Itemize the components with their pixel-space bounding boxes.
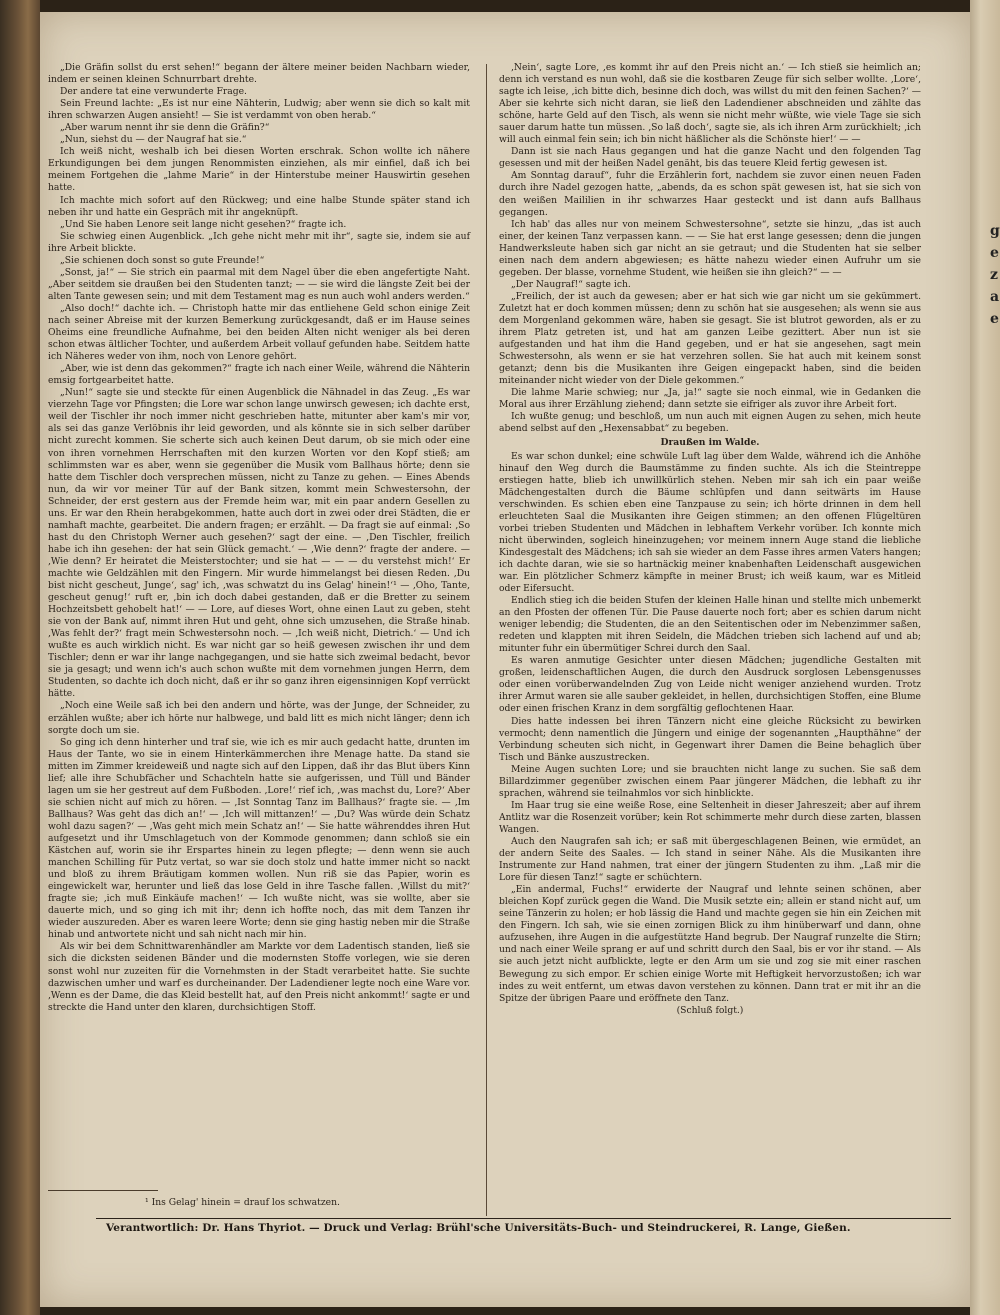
paragraph: ‚Nein‘, sagte Lore, ‚es kommt ihr auf den Preis nicht an.‘ — Ich stieß sie heimlich an; denn ich verstand es nun wohl, daß sie die kostbaren Zeuge für sich selber wollte. ‚Lore‘, sagte ich leise, ‚ich bitte dich, besinne dich doch, was willst du mit den feinen Sachen?‘ — Aber sie kehrte sich nicht daran, sie ließ den Ladendiener abschneiden und zählte das schöne, harte Geld auf den Tisch, als wenn sie nicht mehr wüßte, wie viele Tage sie sich sauer darum hatte tun müssen. ‚So laß doch‘, sagte sie, als ich ihren Arm zurückhielt; ‚ich will auch einmal fein sein; ich bin nicht häßlicher als die Schönste hier!‘ — — xyxy=(499,62,921,146)
paragraph: „Sie schienen doch sonst so gute Freunde!“ xyxy=(60,254,265,266)
paragraph: Sie schwieg einen Augenblick. „Ich gehe nicht mehr mit ihr“, sagte sie, indem sie auf ihre Arbeit blickte. xyxy=(48,230,470,254)
right-column xyxy=(499,62,921,1017)
paragraph: „Die Gräfin sollst du erst sehen!“ begann der ältere meiner beiden Nachbarn wieder, indem er seinen kleinen Schnurrbart drehte. xyxy=(48,62,470,86)
paragraph: „Ein andermal, Fuchs!“ erwiderte der Naugraf und lehnte seinen schönen, aber bleichen Kopf zurück gegen die Wand. Die Musik setzte ein; allein er stand nicht auf, um seine Tänzerin zu holen; er hob lässig die Hand und machte gegen sie hin ein Zeichen mit den Fingern. Ich sah, wie sie einen zornigen Blick zu ihm hinüberwarf und dann, ohne aufzusehen, ihre Augen in die aufgestützte Hand begrub. Der Naugraf runzelte die Stirn; und nach einer Weile sprang er auf und schritt durch den Saal, bis er vor ihr stand. — Als sie auch jetzt nicht aufblickte, legte er den Arm um sie und zog sie mit einer raschen Bewegung zu sich empor. Er schien einige Worte mit Heftigkeit hervorzustoßen; ich war indes zu weit entfernt, um etwas davon verstehen zu können. Dann trat er mit ihr an die Spitze der übrigen Paare und eröffnete den Tanz. xyxy=(499,884,921,1004)
imprint-line: Verantwortlich: Dr. Hans Thyriot. — Druck und Verlag: Brühl'sche Universitäts-Buch- und Steindruckerei, R. Lange, Gießen. xyxy=(106,1222,851,1234)
column-divider xyxy=(486,64,487,1216)
paragraph: Im Haar trug sie eine weiße Rose, eine Seltenheit in dieser Jahreszeit; aber auf ihrem Antlitz war die Rosenzeit vorüber; kein Rot schimmerte mehr durch diese zarten, blassen Wangen. xyxy=(499,799,921,835)
paragraph: „Aber warum nennt ihr sie denn die Gräfin?“ xyxy=(60,122,270,134)
footnote-rule xyxy=(48,1190,158,1191)
paragraph: „Noch eine Weile saß ich bei den andern und hörte, was der Junge, der Schneider, zu erzählen wußte; aber ich hörte nur halbwege, und bald litt es mich nicht länger; denn ich sorgte doch um sie. xyxy=(48,700,470,736)
to-be-continued: (Schluß folgt.) xyxy=(676,1004,744,1016)
paragraph: „Nun!“ sagte sie und steckte für einen Augenblick die Nähnadel in das Zeug. „Es war vierzehn Tage vor Pfingsten; die Lore war schon lange unwirsch gewesen; ich dachte erst, weil der Tischler ihr noch immer nicht geschrieben hatte, mitunter aber kam's mir vor, als sei das ganze Verlöbnis ihr leid geworden, und als könnte sie in sich selber darüber nicht zurecht kommen. Sie scherte sich auch keinen Deut darum, ob sie mich oder eine von ihren vornehmen Herrschaften mit den kurzen Worten vor den Kopf stieß; am schlimmsten war es aber, wenn sie gegenüber die Musik vom Ballhaus hörte; denn sie hatte dem Tischler doch versprechen müssen, nicht zu Tanze zu gehen. — Eines Abends nun, da wir vor meiner Tür auf der Bank sitzen, kommt mein Schwestersohn, der Schneider, der erst gestern aus der Fremde heim war, mit ein paar andern Gesellen zu uns. Er war den Rhein herabgekommen, hatte auch dort in zwei oder drei Städten, die er namhaft machte, gearbeitet. Die andern fragen; er erzählt. — Da fragt sie auf einmal: ‚So hast du den Christoph Werner auch gesehen?‘ sagt der eine. — ‚Den Tischler, freilich habe ich ihn gesehen: der hat sein Glück gemacht.‘ — ‚Wie denn?‘ fragte der andere. — ‚Wie denn? Er heiratet die Meisterstochter; und sie hat — — — du verstehst mich!‘ Er machte wie Geldzählen mit den Fingern. Mir wurde himmelangst bei diesen Reden. ‚Du bist nicht gescheut, Junge‘, sag' ich, ‚was schwatzt du ins Gelag' hinein!‘¹ — ‚Oho, Tante, gescheut genug!‘ ruft er, ‚bin ich doch dabei gestanden, daß er die Bretter zu seinem Hochzeitsbett gehobelt hat!‘ — — Lore, auf dieses Wort, ohne einen Laut zu geben, steht sie von der Bank auf, nimmt ihren Hut und geht, ohne sich umzusehen, die Straße hinab. ‚Was fehlt der?‘ fragt mein Schwestersohn noch. — ‚Ich weiß nicht, Dietrich.‘ — Und ich wußte es auch wirklich nicht. Es war nicht gar so heiß gewesen zwischen ihr und dem Tischler; denn er war ihr lange nachgegangen, und sie hatte sich zweimal bedacht, bevor sie ja gesagt; und wenn ich's auch schon wußte mit dem vornehmen jungen Herrn, dem Studenten, so dachte ich doch nicht, daß er ihr so ganz ihren eigensinnigen Kopf verrückt hätte. xyxy=(48,387,470,700)
paragraph: Am Sonntag darauf“, fuhr die Erzählerin fort, nachdem sie zuvor einen neuen Faden durch ihre Nadel gezogen hatte, „abends, da es schon spät gewesen ist, hat sie sich von den weißen Maililien in ihr schwarzes Haar gesteckt und ist dann aufs Ballhaus gegangen. xyxy=(499,170,921,218)
paragraph: „Und Sie haben Lenore seit lange nicht gesehen?“ fragte ich. xyxy=(60,218,347,230)
edge-letter: e xyxy=(990,245,999,261)
paragraph: „Freilich, der ist auch da gewesen; aber er hat sich wie gar nicht um sie gekümmert. Zuletzt hat er doch kommen müssen; denn zu schön hat sie ausgesehen; als wenn sie aus dem Morgenland gekommen wäre, haben sie gesagt. Sie ist blutrot geworden, als er zu ihrem Platz getreten ist, und hat am ganzen Leibe gezittert. Aber nun ist sie aufgestanden und hat ihm die Hand gegeben, und er hat sie angesehen, sagt mein Schwestersohn, als wenn er sie hat verzehren sollen. Sie hat auch mit keinem sonst getanzt; denn bis die Musikanten ihre Geigen eingepackt haben, sind die beiden miteinander nicht wieder von der Diele gekommen.“ xyxy=(499,290,921,387)
edge-letter: a xyxy=(990,289,1000,305)
paragraph: Dann ist sie nach Haus gegangen und hat die ganze Nacht und den folgenden Tag gesessen und mit der heißen Nadel genäht, bis das teuere Kleid fertig gewesen ist. xyxy=(499,146,921,170)
paragraph: Es war schon dunkel; eine schwüle Luft lag über dem Walde, während ich die Anhöhe hinauf den Weg durch die Baumstämme zu finden suchte. Als ich die Steintreppe erstiegen hatte, blieb ich unwillkürlich stehen. Neben mir sah ich ein paar weiße Mädchengestalten durch die Bäume schlüpfen und dann seitwärts im Hause verschwinden. Es schien eben eine Tanzpause zu sein; ich hörte drinnen in dem hell erleuchteten Saal die Musikanten ihre Geigen stimmen; an den offenen Flügeltüren vorbei trieben Studenten und Mädchen in lebhaftem Verkehr vorüber. Ich konnte mich nicht überwinden, sogleich hineinzugehen; vor meinem innern Auge stand die liebliche Kindesgestalt des Mädchens; ich sah sie wieder an dem Fasse ihres armen Vaters hangen; ich dachte daran, wie sie so hartnäckig meiner knabenhaften Leidenschaft ausgewichen war. Ein plötzlicher Schmerz kämpfte in meiner Brust; ich weiß kaum, war es Mitleid oder Eifersucht. xyxy=(499,450,921,595)
imprint-rule xyxy=(96,1218,951,1219)
paragraph: „Nun, siehst du — der Naugraf hat sie.“ xyxy=(60,134,247,146)
paragraph: Ich weiß nicht, weshalb ich bei diesen Worten erschrak. Schon wollte ich nähere Erkundigungen bei dem jungen Renommisten einziehen, als mir einfiel, daß ich bei meinem Fortgehen die „lahme Marie“ in der Hinterstube meiner Hauswirtin gesehen hatte. xyxy=(48,146,470,194)
paragraph: „Also doch!“ dachte ich. — Christoph hatte mir das entliehene Geld schon einige Zeit nach seiner Abreise mit der kurzen Bemerkung zurückgesandt, daß er im Hause seines Oheims eine freundliche Aufnahme, bei den beiden Alten nicht weniger als bei deren schon etwas ältlicher Tochter, und außerdem Arbeit vollauf gefunden habe. Seitdem hatte ich Näheres weder von ihm, noch von Lenore gehört. xyxy=(48,302,470,363)
next-page-edge xyxy=(970,0,1000,1315)
paragraph: Ich machte mich sofort auf den Rückweg; und eine halbe Stunde später stand ich neben ihr und hatte ein Gespräch mit ihr angeknüpft. xyxy=(48,194,470,218)
paragraph: Sein Freund lachte: „Es ist nur eine Nähterin, Ludwig; aber wenn sie dich so kalt mit ihren schwarzen Augen ansieht! — Sie ist verdammt von oben herab.“ xyxy=(48,98,470,122)
edge-letter: e xyxy=(990,311,999,327)
paragraph: Ich hab' das alles nur von meinem Schwestersohne“, setzte sie hinzu, „das ist auch einer, der keinen Tanz verpassen kann. — — Sie hat erst lange gesessen; denn die jungen Handwerksleute haben sich gar nicht an sie getraut; und die Studenten hat sie selber einen nach dem andern abgewiesen; es hätte nahezu wieder einen Aufruhr um sie gegeben. Der blasse, vornehme Student, wie heißen sie ihn gleich?“ — — xyxy=(499,218,921,278)
paragraph: Endlich stieg ich die beiden Stufen der kleinen Halle hinan und stellte mich unbemerkt an den Pfosten der offenen Tür. Die Pause dauerte noch fort; aber es schien darum nicht weniger lebendig; die Studenten, die an den Seitentischen oder im Nebenzimmer saßen, redeten und klappten mit ihren Seideln, die Mädchen trieben sich lachend auf und ab; mitunter fuhr ein übermütiger Schrei durch den Saal. xyxy=(499,595,921,655)
paragraph: Meine Augen suchten Lore; und sie brauchten nicht lange zu suchen. Sie saß dem Billardzimmer gegenüber zwischen einem Paar jüngerer Mädchen, die lebhaft zu ihr sprachen, während sie teilnahmlos vor sich hinblickte. xyxy=(499,763,921,799)
paragraph: Der andere tat eine verwunderte Frage. xyxy=(60,86,247,98)
book-binding xyxy=(0,0,40,1315)
paragraph: Auch den Naugrafen sah ich; er saß mit übergeschlagenen Beinen, wie ermüdet, an der andern Seite des Saales. — Ich stand in seiner Nähe. Als die Musikanten ihre Instrumente zur Hand nahmen, trat einer der jüngern Studenten zu ihm. „Laß mir die Lore für diesen Tanz!“ sagte er schüchtern. xyxy=(499,836,921,884)
footnote: ¹ Ins Gelag' hinein = drauf los schwatzen. xyxy=(145,1197,340,1208)
paragraph: So ging ich denn hinterher und traf sie, wie ich es mir auch gedacht hatte, drunten im Haus der Tante, wo sie in einem Hinterkämmerchen ihre Menage hatte. Da stand sie mitten im Zimmer kreideweiß und nagte sich auf den Lippen, daß ihr das Blut übers Kinn lief; alle ihre Schubfächer und Schachteln hatte sie aufgerissen, und Tüll und Bänder lagen um sie her gestreut auf dem Fußboden. ‚Lore!‘ rief ich, ‚was machst du, Lore?‘ Aber sie schien nicht auf mich zu hören. — ‚Ist Sonntag Tanz im Ballhaus?‘ fragte sie. — ‚Im Ballhaus? Was geht das dich an!‘ — ‚Ich will mittanzen!‘ — ‚Du? Was würde dein Schatz wohl dazu sagen?‘ — ‚Was geht mich mein Schatz an!‘ — Sie hatte währenddes ihren Hut aufgesetzt und ihr Umschlagetuch von der Kommode genommen; dann schloß sie ein Kästchen auf, worin sie ihr Erspartes hinein zu legen pflegte; — denn wenn sie auch manchen Schilling für Putz vertat, so war sie doch stolz und hatte immer nicht so nackt und bloß zu ihrem Bräutigam kommen wollen. Nun riß sie das Papier, worin es eingewickelt war, herunter und ließ das lose Geld in ihre Tasche fallen. ‚Willst du mit?‘ fragte sie; ‚ich muß Einkäufe machen!‘ — Ich wußte nicht, was sie wollte, aber sie dauerte mich, und so ging ich mit ihr; denn ich hoffte noch, das mit dem Tanzen ihr wieder auszureden. Aber es waren leere Worte; denn sie ging hastig neben mir die Straße hinab und antwortete nicht und sah nicht nach mir hin. xyxy=(48,736,471,941)
paragraph: „Der Naugraf!“ sagte ich. xyxy=(511,278,631,290)
paragraph: Als wir bei dem Schnittwarenhändler am Markte vor dem Ladentisch standen, ließ sie sich die dicksten seidenen Bänder und die modernsten Stoffe vorlegen, wie sie deren sonst wohl nur zuzeiten für die Vornehmsten in der Stadt verarbeitet hatte. Sie suchte dazwischen umher und warf es durcheinander. Der Ladendiener legte noch eine Ware vor. ‚Wenn es der Dame, die das Kleid bestellt hat, auf den Preis nicht ankommt!‘ sagte er und streckte die Hand unter den klaren, durchsichtigen Stoff. xyxy=(48,941,470,1013)
adjacent-page-letters xyxy=(990,220,1000,330)
paragraph: Die lahme Marie schwieg; nur „Ja, ja!“ sagte sie noch einmal, wie in Gedanken die Moral aus ihrer Erzählung ziehend; dann setzte sie eifriger als zuvor ihre Arbeit fort. xyxy=(499,387,921,411)
edge-letter: g xyxy=(990,223,1000,239)
paragraph: „Aber, wie ist denn das gekommen?“ fragte ich nach einer Weile, während die Nähterin emsig fortgearbeitet hatte. xyxy=(48,363,470,387)
section-heading: Draußen im Walde. xyxy=(660,437,760,449)
paragraph: Ich wußte genug; und beschloß, um nun auch mit eignen Augen zu sehen, mich heute abend selbst auf den „Hexensabbat“ zu begeben. xyxy=(499,411,921,435)
left-column xyxy=(48,62,470,1014)
paragraph: „Sonst, ja!“ — Sie strich ein paarmal mit dem Nagel über die eben angefertigte Naht. „Aber seitdem sie draußen bei den Studenten tanzt; — — sie wird die längste Zeit bei der alten Tante gewesen sein; und mit dem Testament mag es nun auch wohl anders werden.“ xyxy=(48,266,470,302)
paragraph: Dies hatte indessen bei ihren Tänzern nicht eine gleiche Rücksicht zu bewirken vermocht; denn namentlich die Jüngern und einige der sogenannten „Haupthähne“ der Verbindung scheuten sich nicht, in Gegenwart ihrer Damen die Beine behaglich über Tisch und Bänke auszustrecken. xyxy=(499,715,921,763)
edge-letter: z xyxy=(990,267,998,283)
paragraph: Es waren anmutige Gesichter unter diesen Mädchen; jugendliche Gestalten mit großen, leidenschaftlichen Augen, die durch den Ausdruck sorglosen Lebensgenusses oder einen vorüberwandelnden Zug von Leide nicht weniger anziehend wurden. Trotz ihrer Armut waren sie alle sauber gekleidet, in hellen, durchsichtigen Stoffen, eine Blume oder einen frischen Kranz in dem sorgfältig geflochtenen Haar. xyxy=(499,655,921,715)
